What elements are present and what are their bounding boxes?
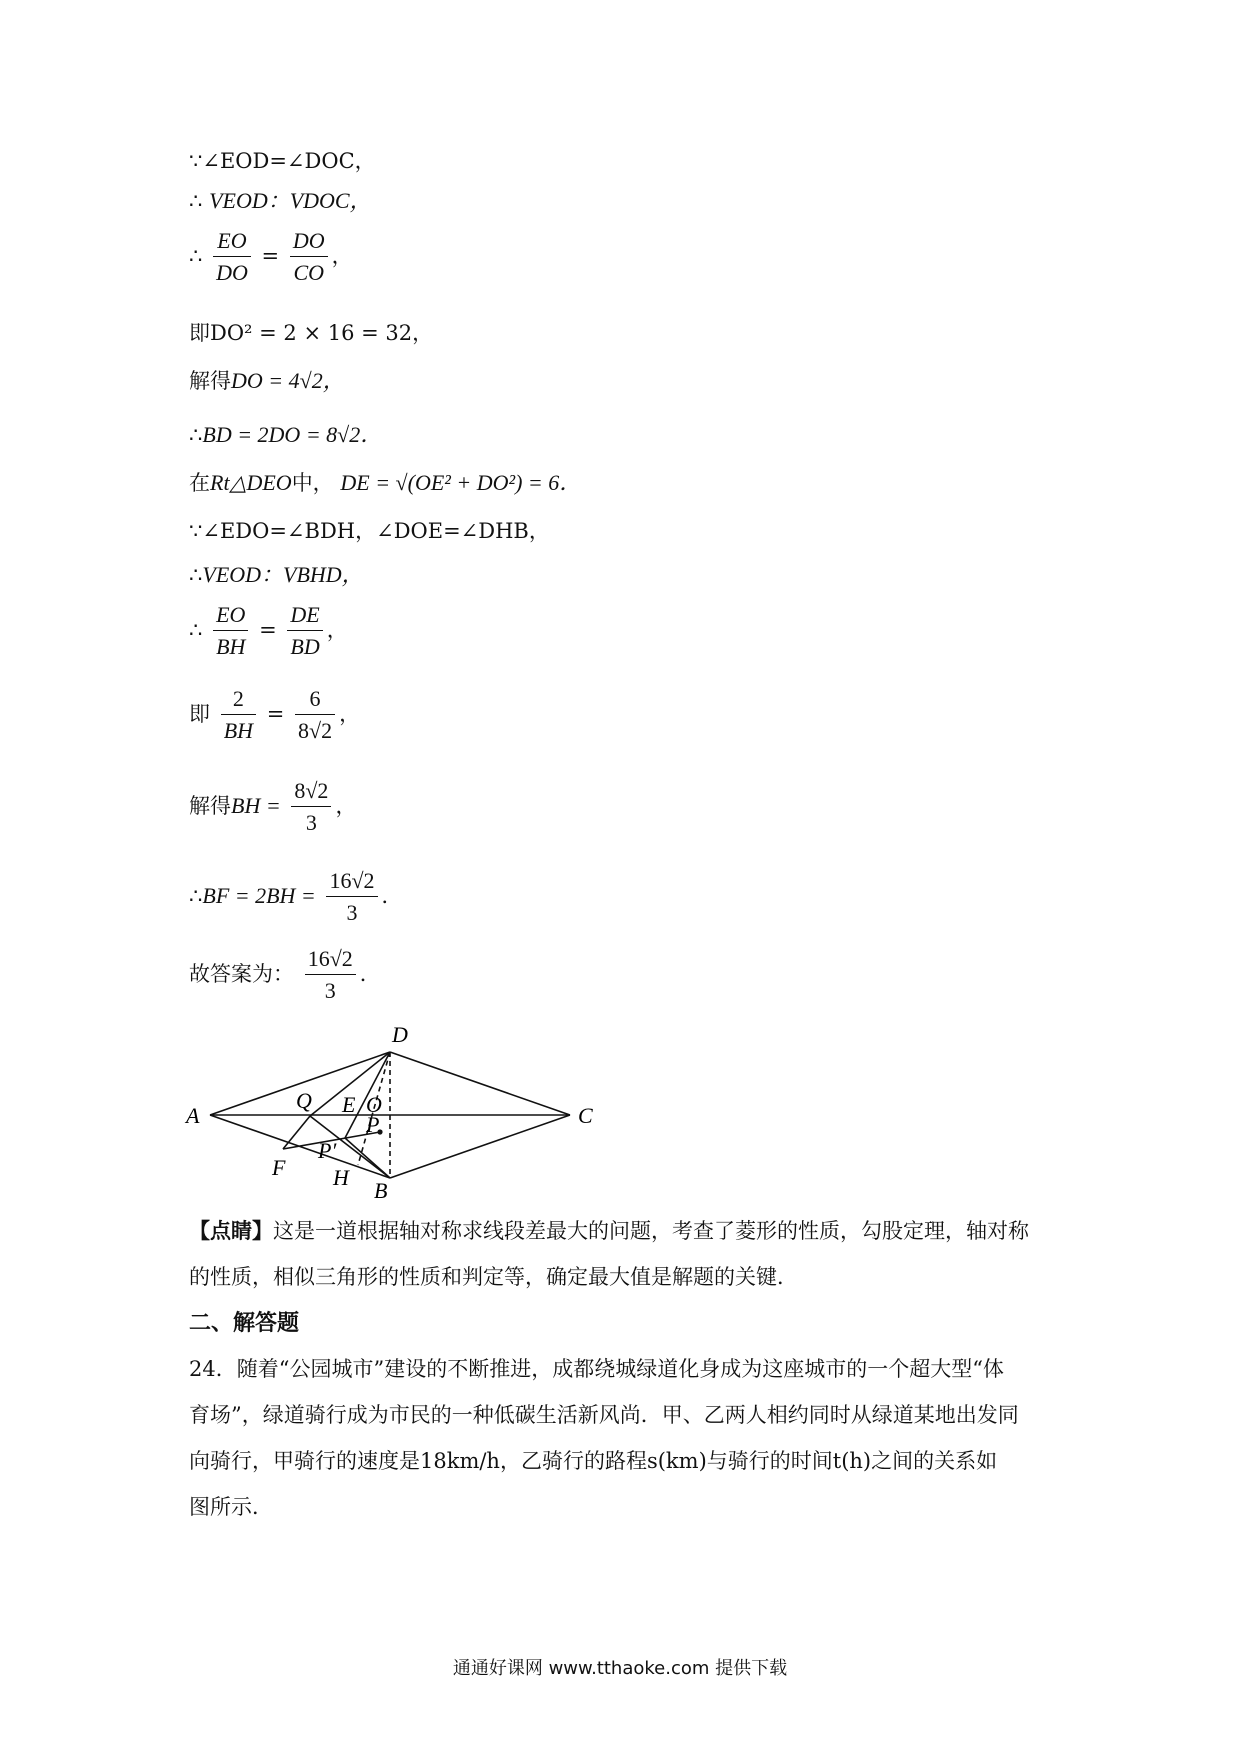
step-angle-equal-2: ∵∠EDO=∠BDH，∠DOE=∠DHB， [189, 519, 550, 543]
label-p-prime: P′ [318, 1138, 337, 1163]
step-bd: ∴BD = 2DO = 8√2． [189, 422, 383, 447]
step-similar-1 [189, 186, 372, 216]
step-substitute: 即 $\frac{2}{BH}$ = $\frac{6}{8√2}$ ， [189, 684, 360, 747]
step-bf: ∴BF = 2BH = $\frac{16√2}{3}$ ． [189, 866, 403, 929]
fraction: $\frac{16√2}{3}$ [305, 944, 356, 1007]
therefore-symbol: ∴ [189, 189, 203, 213]
comment-line-1: 【点睛】这是一道根据轴对称求线段差最大的问题，考查了菱形的性质，勾股定理，轴对称 [189, 1218, 1029, 1243]
problem-line-3: 向骑行，甲骑行的速度是18km/h，乙骑行的路程s(km)与骑行的时间t(h)之间的关系如 [189, 1449, 998, 1473]
label-h: H [333, 1165, 349, 1190]
step-do-squared: 即DO² = 2 × 16 = 32， [189, 321, 434, 345]
step-angle-equal: ∵∠EOD=∠DOC， [189, 149, 376, 173]
page-footer: 通通好课网 www.tthaoke.com 提供下载 [452, 1658, 788, 1679]
fraction: $\frac{6}{8√2}$ [295, 684, 335, 747]
fraction: $\frac{EO}{BH}$ [213, 600, 248, 663]
side-cb [390, 1115, 570, 1178]
fraction: $\frac{2}{BH}$ [221, 684, 256, 747]
rhombus-figure [180, 1020, 600, 1200]
segment-qf [283, 1116, 310, 1149]
label-q: Q [296, 1088, 312, 1113]
step-solve-bh: 解得BH = $\frac{8√2}{3}$ ， [189, 776, 356, 839]
label-e: E [342, 1092, 356, 1117]
label-p: P [366, 1112, 380, 1137]
label-o: O [366, 1092, 382, 1117]
therefore-symbol: ∴ [189, 244, 203, 268]
step-solve-do: 解得DO = 4√2， [189, 368, 345, 393]
final-answer: 故答案为： $\frac{16√2}{3}$ ． [189, 944, 381, 1007]
fraction: $\frac{16√2}{3}$ [326, 866, 377, 929]
fraction: $\frac{DE}{BD}$ [287, 600, 322, 663]
problem-line-2: 育场”，绿道骑行成为市民的一种低碳生活新风尚．甲、乙两人相约同时从绿道某地出发同 [189, 1403, 1019, 1427]
section-heading: 二、解答题 [189, 1310, 300, 1336]
label-f: F [272, 1155, 286, 1180]
label-a: A [186, 1103, 200, 1128]
similar-statement: VEOD：VDOC， [209, 188, 372, 213]
label-c: C [578, 1103, 593, 1128]
label-b: B [374, 1178, 388, 1200]
label-d: D [392, 1022, 408, 1047]
fraction: $\frac{8√2}{3}$ [291, 776, 331, 839]
step-ratio-1: ∴ $\frac{EO}{DO}$ = $\frac{DO}{CO}$ ， [189, 226, 353, 289]
problem-line-4: 图所示． [189, 1495, 273, 1519]
step-pythagoras: 在Rt△DEO中， DE = √(OE² + DO²) = 6． [189, 470, 582, 495]
comment-block [189, 1208, 1059, 1300]
problem-24 [189, 1346, 1059, 1530]
problem-line-1: 24．随着“公园城市”建设的不断推进，成都绕城绿道化身成为这座城市的一个超大型“体 [189, 1357, 1004, 1381]
fraction: $\frac{EO}{DO}$ [213, 226, 251, 289]
side-dc [390, 1052, 570, 1115]
fraction: $\frac{DO}{CO}$ [290, 226, 328, 289]
step-similar-2: ∴VEOD：VBHD， [189, 562, 364, 587]
segment-pb [345, 1138, 390, 1178]
comment-line-2: 的性质，相似三角形的性质和判定等，确定最大值是解题的关键． [189, 1265, 798, 1289]
step-ratio-2: ∴ $\frac{EO}{BH}$ = $\frac{DE}{BD}$ ， [189, 600, 348, 663]
